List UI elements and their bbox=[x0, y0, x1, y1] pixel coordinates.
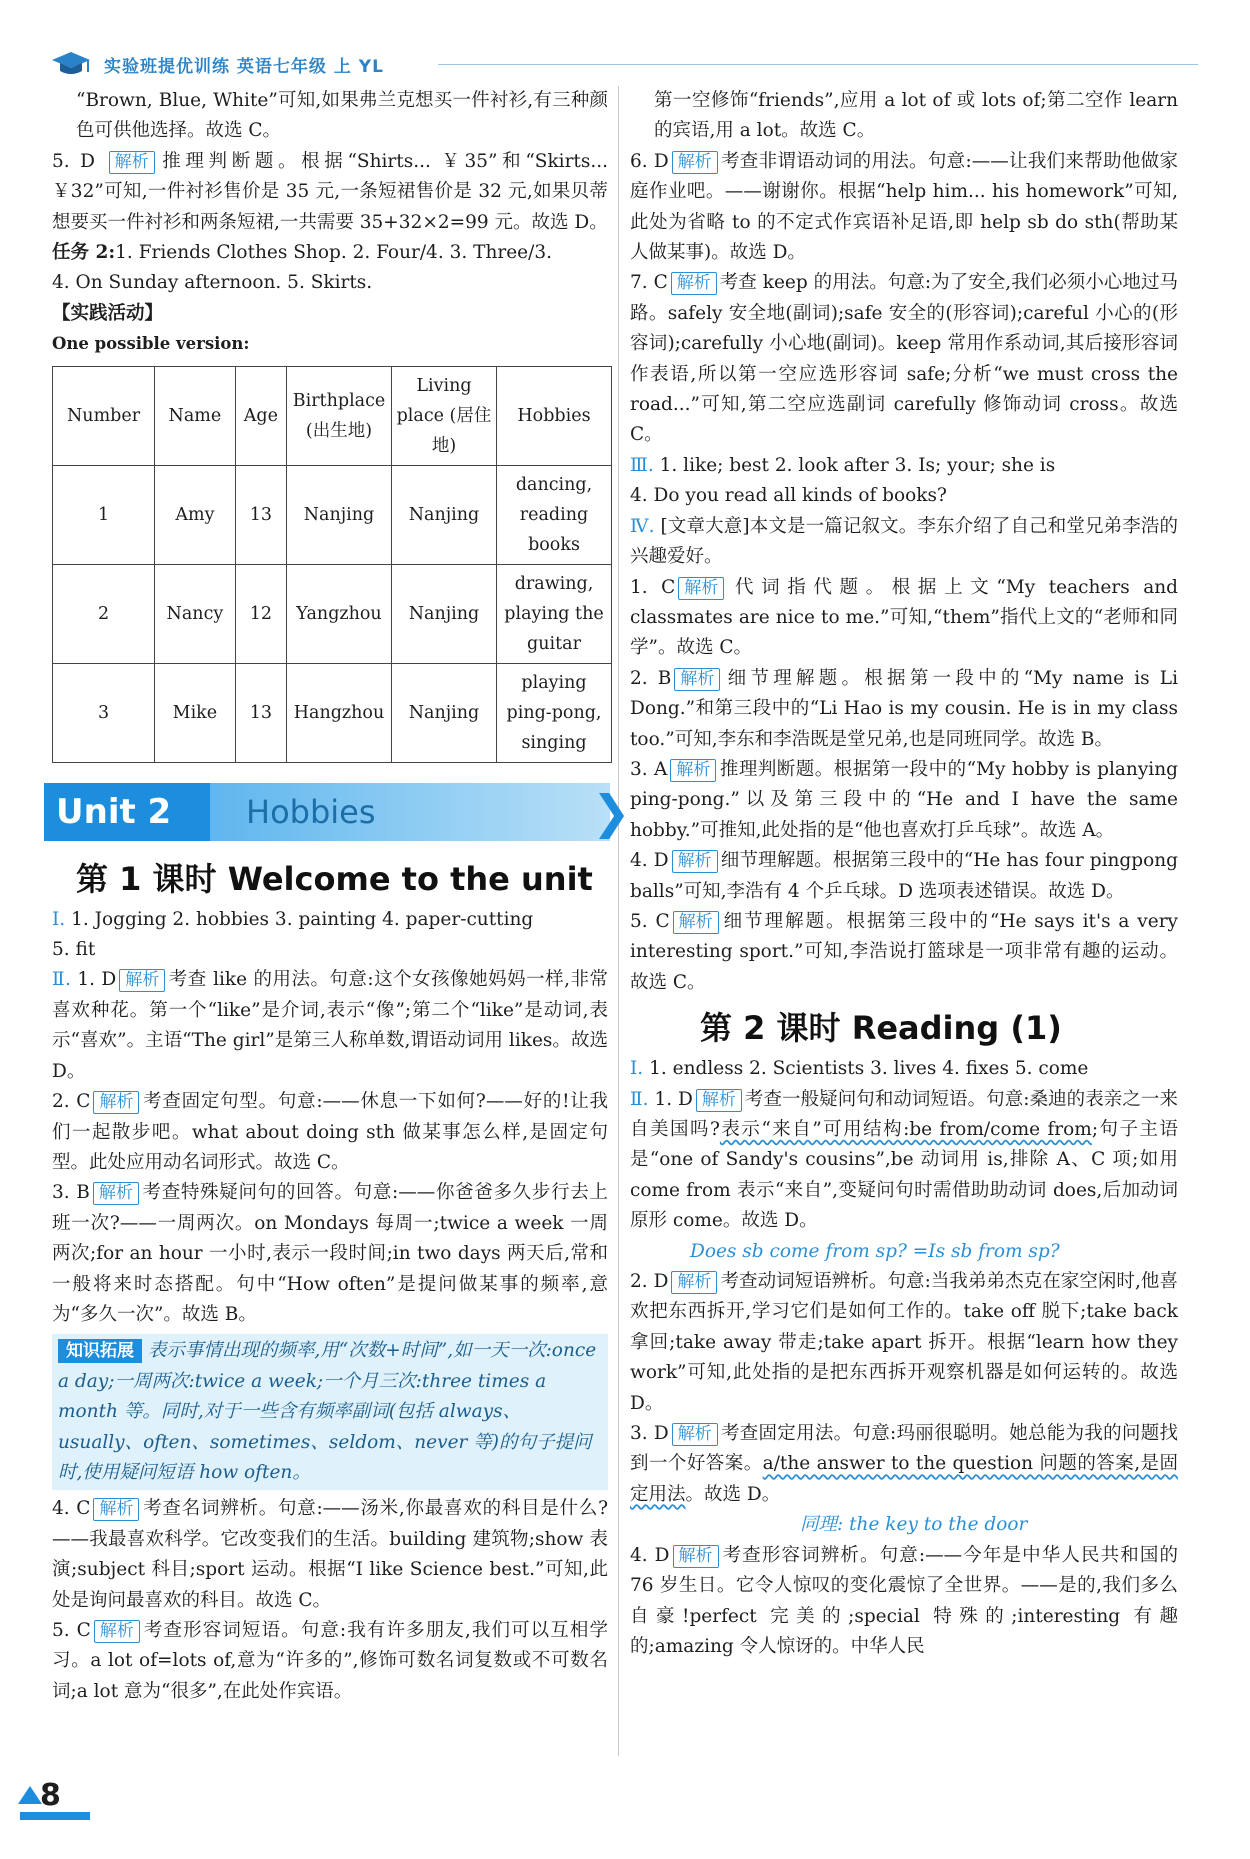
answer-number: 3. A bbox=[630, 758, 668, 780]
unit-banner bbox=[44, 775, 631, 849]
section-mark: Ⅳ. bbox=[630, 515, 655, 537]
lesson-1-title: 第 1 课时 Welcome to the unit bbox=[76, 859, 593, 898]
table-cell: Nanjing bbox=[392, 564, 497, 663]
answer-text: 。故选 D。 bbox=[685, 1483, 781, 1505]
table-row bbox=[53, 663, 612, 762]
underlined-phrase: a/the answer to the question 问题的答案,是固定用法 bbox=[630, 1453, 1178, 1505]
table-cell: Nanjing bbox=[392, 465, 497, 564]
section-mark: Ⅰ. bbox=[52, 908, 66, 930]
answer-text: 考查形容词短语。句意:我有许多朋友,我们可以互相学习。a lot of=lots of,意为“许多的”,修饰可数名词复数或不可数名词;a lot 意为“很多”,在此处作宾语。 bbox=[52, 1620, 608, 1702]
answer-number: 3. B bbox=[52, 1182, 90, 1204]
knowledge-text: 表示事情出现的频率,用“次数+时间”,如一天一次:once a day;一周两次:twice a week;一个月三次:three times a month 等。同时,对于一些含有频率副词(包括 always、usually、often、sometimes、seldom、never 等)的句子提问时,使用疑问短语 how often。 bbox=[58, 1340, 597, 1483]
answer-ii-1 bbox=[52, 965, 608, 1087]
chevron-right-icon: ❯ bbox=[592, 784, 631, 839]
table-row bbox=[53, 465, 612, 564]
answer-5 bbox=[52, 147, 608, 238]
table-header: Age bbox=[235, 366, 286, 465]
lesson2-answer-4 bbox=[630, 1541, 1178, 1663]
section-answers: 1. Jogging 2. hobbies 3. painting 4. paper-cutting bbox=[71, 908, 534, 930]
table-cell: playing ping-pong, singing bbox=[497, 663, 612, 762]
analysis-tag: 解析 bbox=[673, 1545, 719, 1568]
answer-number: 2. C bbox=[52, 1091, 91, 1113]
analysis-tag: 解析 bbox=[93, 1091, 139, 1114]
answer-text: 细节理解题。根据第三段中的“He has four pingpong balls”可知,李浩有 4 个乒乓球。D 选项表述错误。故选 D。 bbox=[630, 850, 1178, 902]
right-paragraph-1: 第一空修饰“friends”,应用 a lot of 或 lots of;第二空作 learn 的宾语,用 a lot。故选 C。 bbox=[654, 90, 1178, 142]
analysis-tag: 解析 bbox=[672, 151, 718, 174]
analysis-tag: 解析 bbox=[94, 1620, 140, 1643]
page-marker-bar bbox=[20, 1812, 90, 1820]
table-cell: 12 bbox=[235, 564, 286, 663]
table-header: Living place (居住地) bbox=[392, 366, 497, 465]
table-cell: 13 bbox=[235, 663, 286, 762]
answer-number: 1. C bbox=[630, 576, 676, 598]
task2-answers: 1. Friends Clothes Shop. 2. Four/4. 3. Three/3. bbox=[115, 242, 553, 264]
unit-title: Hobbies bbox=[210, 783, 610, 841]
task2-label: 任务 2: bbox=[52, 242, 116, 264]
left-paragraph-1: “Brown, Blue, White”可知,如果弗兰克想买一件衬衫,有三种颜色可供他选择。故选 C。 bbox=[76, 90, 608, 142]
answer-text: 考查 keep 的用法。句意:为了安全,我们必须小心地过马路。safely 安全地(副词);safe 安全的(形容词);careful 小心的(形容词);carefully 小心地(副词)。keep 常用作系动词,其后接形容词作表语,所以第一空应选形容词 safe;分析“we must cross the road...”可知,第二空应选副词 carefully 修饰动词 cross。故选 C。 bbox=[630, 272, 1179, 446]
answer-iv-4 bbox=[630, 846, 1178, 907]
section-3-line-1 bbox=[630, 451, 1178, 481]
answer-text: 考查 like 的用法。句意:这个女孩像她妈妈一样,非常喜欢种花。第一个“like”是介词,表示“像”;第二个“like”是动词,表示“喜欢”。主语“The girl”是第三人称单数,谓语动词用 likes。故选 D。 bbox=[52, 969, 608, 1082]
answer-iv-3 bbox=[630, 755, 1178, 846]
answer-text: 推理判断题。根据“Shirts... ￥35”和“Skirts... ￥32”可知,一件衬衫售价是 35 元,一条短裙售价是 32 元,如果贝蒂想要买一件衬衫和两条短裙,一共需要 35+32×2=99 元。故选 D。 bbox=[52, 150, 608, 233]
answer-number: 7. C bbox=[630, 272, 668, 294]
answer-text: 考查形容词辨析。句意:——今年是中华人民共和国的 76 岁生日。它令人惊叹的变化震惊了全世界。——是的,我们多么自豪!perfect 完美的;special 特殊的;interesting 有趣的;amazing 令人惊讶的。中华人民 bbox=[630, 1544, 1178, 1657]
answer-text: 推理判断题。根据第一段中的“My hobby is planying ping-pong.”以及第三段中的“He and I have the same hobby.”可推知,此处指的是“他也喜欢打乒乓球”。故选 A。 bbox=[630, 758, 1178, 841]
analysis-tag: 解析 bbox=[93, 1182, 139, 1205]
lesson2-answer-2 bbox=[630, 1267, 1178, 1419]
table-cell: Nancy bbox=[155, 564, 236, 663]
table-cell: Nanjing bbox=[392, 663, 497, 762]
header-rule bbox=[438, 64, 1198, 65]
answer-text: 考查特殊疑问句的回答。句意:——你爸爸多久步行去上班一次?——一周两次。on Mondays 每周一;twice a week 一周两次;for an hour 一小时,表示一段时间;in two days 两天后,常和一般将来时态搭配。句中“How often”是提问做某事的频率,意为“多久一次”。故选 B。 bbox=[52, 1182, 608, 1325]
answer-text: ;句子主语是“one of Sandy's cousins”,be 动词用 is,排除 A、C 项;如用 come from 表示“来自”,变疑问句时需借助助动词 does,后加动词原形 come。故选 D。 bbox=[630, 1119, 1178, 1232]
answer-number: 2. B bbox=[630, 667, 672, 689]
page-header bbox=[48, 50, 1200, 78]
section-3-line-2: 4. Do you read all kinds of books? bbox=[630, 485, 947, 507]
analysis-tag: 解析 bbox=[119, 969, 165, 992]
answer-text: 代词指代题。根据上文“My teachers and classmates are nice to me.”可知,“them”指代上文的“老师和同学”。故选 C。 bbox=[630, 576, 1179, 659]
task2-line-2: 4. On Sunday afternoon. 5. Skirts. bbox=[52, 272, 373, 294]
answer-number: 4. C bbox=[52, 1498, 91, 1520]
page-number: 8 bbox=[40, 1778, 61, 1813]
knowledge-tag: 知识拓展 bbox=[58, 1339, 142, 1363]
answer-number: 1. D bbox=[77, 969, 117, 991]
answer-number: 6. D bbox=[630, 150, 669, 172]
table-cell: Hangzhou bbox=[287, 663, 392, 762]
knowledge-box bbox=[52, 1334, 608, 1490]
lesson2-note-3: 同理: the key to the door bbox=[800, 1514, 1028, 1536]
page-marker-icon bbox=[18, 1786, 42, 1804]
analysis-tag: 解析 bbox=[696, 1089, 742, 1112]
analysis-tag: 解析 bbox=[93, 1498, 139, 1521]
answer-ii-7 bbox=[630, 268, 1178, 450]
section-mark: Ⅱ. bbox=[630, 1088, 649, 1110]
table-header-row bbox=[53, 366, 612, 465]
summary-tag: [文章大意] bbox=[660, 515, 750, 537]
table-cell: 1 bbox=[53, 465, 155, 564]
analysis-tag: 解析 bbox=[672, 1423, 718, 1446]
section-4-summary bbox=[630, 512, 1178, 573]
table-cell: drawing, playing the guitar bbox=[497, 564, 612, 663]
answer-text: 细节理解题。根据第三段中的“He says it's a very interesting sport.”可知,李浩说打篮球是一项非常有趣的运动。故选 C。 bbox=[630, 910, 1179, 993]
lesson-2-title: 第 2 课时 Reading (1) bbox=[700, 1009, 1062, 1048]
answer-text: 考查固定句型。句意:——休息一下如何?——好的!让我们一起散步吧。what about doing sth 做某事怎么样,是固定句型。此处应用动名词形式。故选 C。 bbox=[52, 1091, 608, 1173]
right-column bbox=[630, 86, 1178, 1662]
answer-number: 2. D bbox=[630, 1271, 669, 1293]
answer-number: 1. D bbox=[654, 1088, 693, 1110]
answer-number: 4. D bbox=[630, 850, 669, 872]
answer-number: 4. D bbox=[630, 1544, 670, 1566]
column-divider bbox=[618, 86, 619, 1756]
analysis-tag: 解析 bbox=[672, 850, 718, 873]
answer-ii-5 bbox=[52, 1616, 608, 1707]
answer-ii-4 bbox=[52, 1494, 608, 1616]
table-row bbox=[53, 564, 612, 663]
answer-iv-5 bbox=[630, 907, 1178, 998]
answer-number: 5. C bbox=[630, 910, 670, 932]
lesson2-note-1: Does sb come from sp? =Is sb from sp? bbox=[690, 1240, 1060, 1262]
summary-text: 本文是一篇记叙文。李东介绍了自己和堂兄弟李浩的兴趣爱好。 bbox=[630, 515, 1178, 568]
section-mark: Ⅰ. bbox=[630, 1058, 644, 1080]
lesson2-answer-3 bbox=[630, 1419, 1178, 1510]
table-cell: Mike bbox=[155, 663, 236, 762]
possible-version: One possible version: bbox=[52, 334, 250, 354]
analysis-tag: 解析 bbox=[671, 272, 717, 295]
table-header: Name bbox=[155, 366, 236, 465]
left-column bbox=[52, 86, 631, 1707]
table-header: Number bbox=[53, 366, 155, 465]
practice-title: 【实践活动】 bbox=[52, 302, 164, 324]
answer-number: 5. D bbox=[52, 150, 96, 172]
analysis-tag: 解析 bbox=[671, 1271, 717, 1294]
table-cell: 13 bbox=[235, 465, 286, 564]
section-mark: Ⅱ. bbox=[52, 969, 71, 991]
table-cell: Nanjing bbox=[287, 465, 392, 564]
table-cell: Yangzhou bbox=[287, 564, 392, 663]
answer-text: 考查固定用法。句意:玛丽很聪明。她总能为我的问题找到一个好答案。 bbox=[630, 1423, 1178, 1475]
analysis-tag: 解析 bbox=[678, 577, 724, 600]
answer-text: 考查一般疑问句和动词短语。句意:桑迪的表亲之一来自美国吗? bbox=[630, 1088, 1178, 1140]
answer-ii-2 bbox=[52, 1087, 608, 1178]
answer-text: 细节理解题。根据第一段中的“My name is Li Dong.”和第三段中的“Li Hao is my cousin. He is in my class too.”可知,李东和李浩既是堂兄弟,也是同班同学。故选 B。 bbox=[630, 667, 1178, 750]
section-answers: 1. endless 2. Scientists 3. lives 4. fixes 5. come bbox=[649, 1058, 1089, 1080]
table-cell: Amy bbox=[155, 465, 236, 564]
answer-ii-3 bbox=[52, 1178, 608, 1330]
answer-text: 考查非谓语动词的用法。句意:——让我们来帮助他做家庭作业吧。——谢谢你。根据“help him... his homework”可知,此处为省略 to 的不定式作宾语补足语,即 help sb do sth(帮助某人做某事)。故选 D。 bbox=[630, 150, 1178, 264]
lesson2-answer-1 bbox=[630, 1085, 1178, 1237]
section-answers: 1. like; best 2. look after 3. Is; your; she is bbox=[659, 454, 1056, 476]
task2-line-1 bbox=[52, 238, 608, 268]
section-mark: Ⅲ. bbox=[630, 454, 654, 476]
answer-iv-2 bbox=[630, 664, 1178, 755]
analysis-tag: 解析 bbox=[673, 911, 719, 934]
section-1-line-1 bbox=[52, 905, 608, 935]
header-title: 实验班提优训练 英语七年级 上 YL bbox=[104, 57, 384, 77]
underlined-phrase: 表示“来自”可用结构:be from/come from bbox=[719, 1119, 1092, 1140]
table-cell: 3 bbox=[53, 663, 155, 762]
table-cell: 2 bbox=[53, 564, 155, 663]
answer-ii-6 bbox=[630, 147, 1178, 269]
table-header: Hobbies bbox=[497, 366, 612, 465]
answer-iv-1 bbox=[630, 573, 1178, 664]
hobbies-table bbox=[52, 366, 612, 763]
graduation-cap-icon bbox=[48, 50, 94, 78]
answer-number: 3. D bbox=[630, 1423, 669, 1445]
table-header: Birthplace (出生地) bbox=[287, 366, 392, 465]
analysis-tag: 解析 bbox=[670, 759, 716, 782]
answer-text: 考查名词辨析。句意:——汤米,你最喜欢的科目是什么?——我最喜欢科学。它改变我们的生活。building 建筑物;show 表演;subject 科目;sport 运动。根据“I like Science best.”可知,此处是询问最喜欢的科目。故选 C。 bbox=[52, 1498, 608, 1611]
answer-text: 考查动词短语辨析。句意:当我弟弟杰克在家空闲时,他喜欢把东西拆开,学习它们是如何工作的。take off 脱下;take back 拿回;take away 带走;take apart 拆开。根据“learn how they work”可知,此处指的是把东西拆开观察机器是如何运转的。故选 D。 bbox=[630, 1271, 1178, 1414]
analysis-tag: 解析 bbox=[109, 151, 155, 174]
unit-label: Unit 2 bbox=[44, 783, 214, 841]
table-cell: dancing, reading books bbox=[497, 465, 612, 564]
section-1-line-2: 5. fit bbox=[52, 939, 96, 961]
analysis-tag: 解析 bbox=[674, 668, 720, 691]
answer-number: 5. C bbox=[52, 1620, 91, 1641]
lesson2-section-1 bbox=[630, 1054, 1178, 1084]
